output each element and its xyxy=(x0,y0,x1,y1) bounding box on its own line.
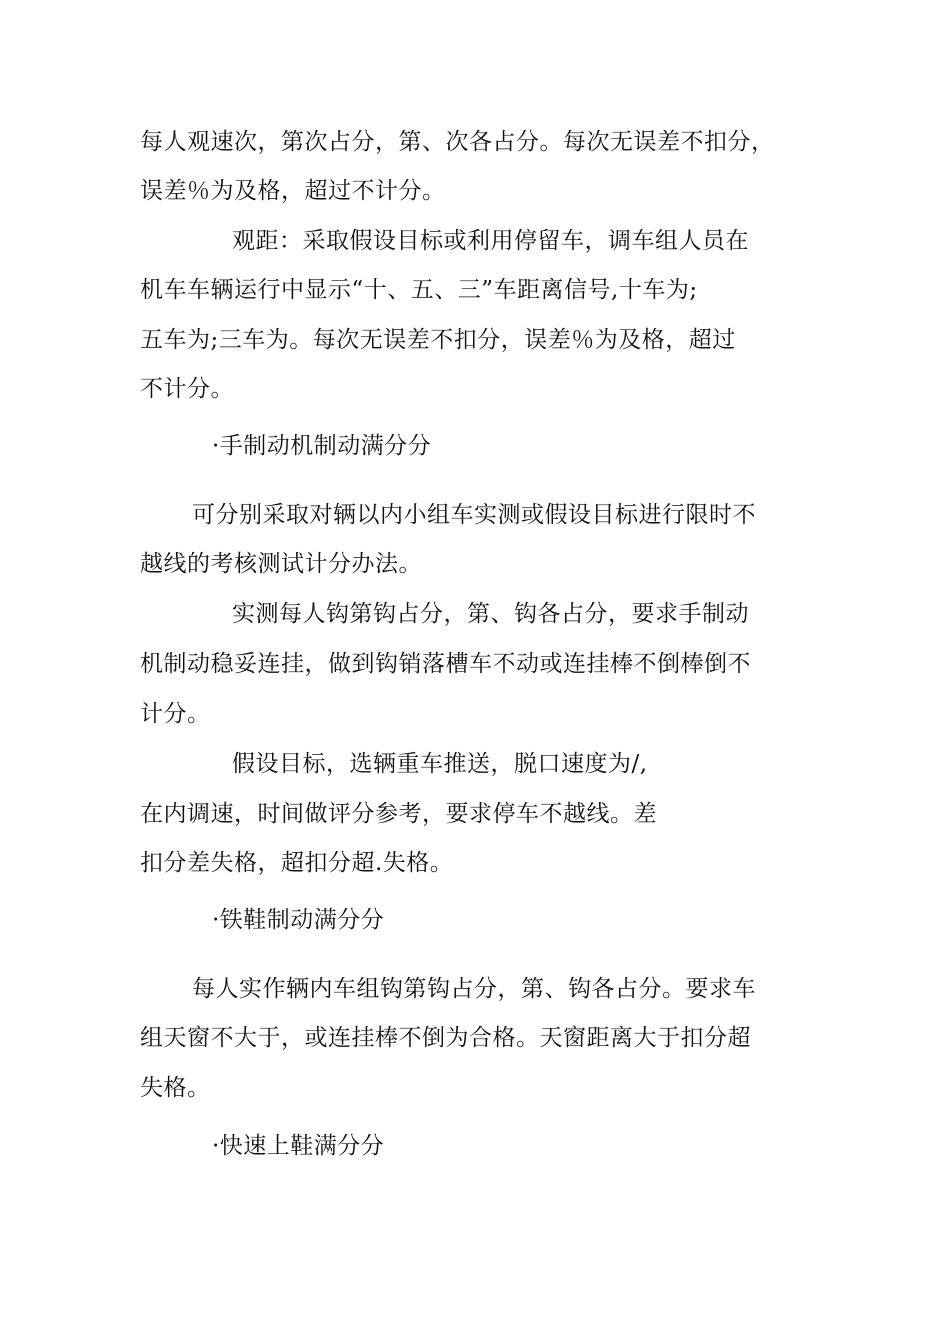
text-line: 误差％为及格，超过不计分。 xyxy=(140,178,446,204)
text-line: 失格。 xyxy=(140,1075,211,1101)
text-line: 越线的考核测试计分办法。 xyxy=(140,551,422,577)
text-line: 可分别采取对辆以内小组车实测或假设目标进行限时不 xyxy=(192,502,756,528)
section-heading: ·手制动机制动满分分 xyxy=(212,433,432,459)
text-line: 不计分。 xyxy=(140,376,234,402)
text-line: 每人观速次，第次占分，第、次各占分。每次无误差不扣分， xyxy=(140,129,775,155)
text-line: 计分。 xyxy=(140,701,211,727)
text-line: 机车车辆运行中显示“十、五、三”车距离信号,十车为; xyxy=(140,277,698,303)
text-line: 在内调速，时间做评分参考，要求停车不越线。差 xyxy=(140,801,657,827)
text-line: 观距：采取假设目标或利用停留车，调车组人员在 xyxy=(232,228,749,254)
text-line: 假设目标，选辆重车推送，脱口速度为/, xyxy=(232,751,648,777)
text-line: 每人实作辆内车组钩第钩占分，第、钩各占分。要求车 xyxy=(192,976,756,1002)
section-heading: ·快速上鞋满分分 xyxy=(212,1133,385,1159)
text-line: 实测每人钩第钩占分，第、钩各占分，要求手制动 xyxy=(232,601,749,627)
text-line: 机制动稳妥连挂，做到钩销落槽车不动或连挂棒不倒棒倒不 xyxy=(140,651,751,677)
text-line: 扣分差失格，超扣分超.失格。 xyxy=(140,850,454,876)
section-heading: ·铁鞋制动满分分 xyxy=(212,907,385,933)
text-line: 组天窗不大于，或连挂棒不倒为合格。天窗距离大于扣分超 xyxy=(140,1025,751,1051)
text-line: 五车为;三车为。每次无误差不扣分，误差％为及格，超过 xyxy=(140,327,736,353)
